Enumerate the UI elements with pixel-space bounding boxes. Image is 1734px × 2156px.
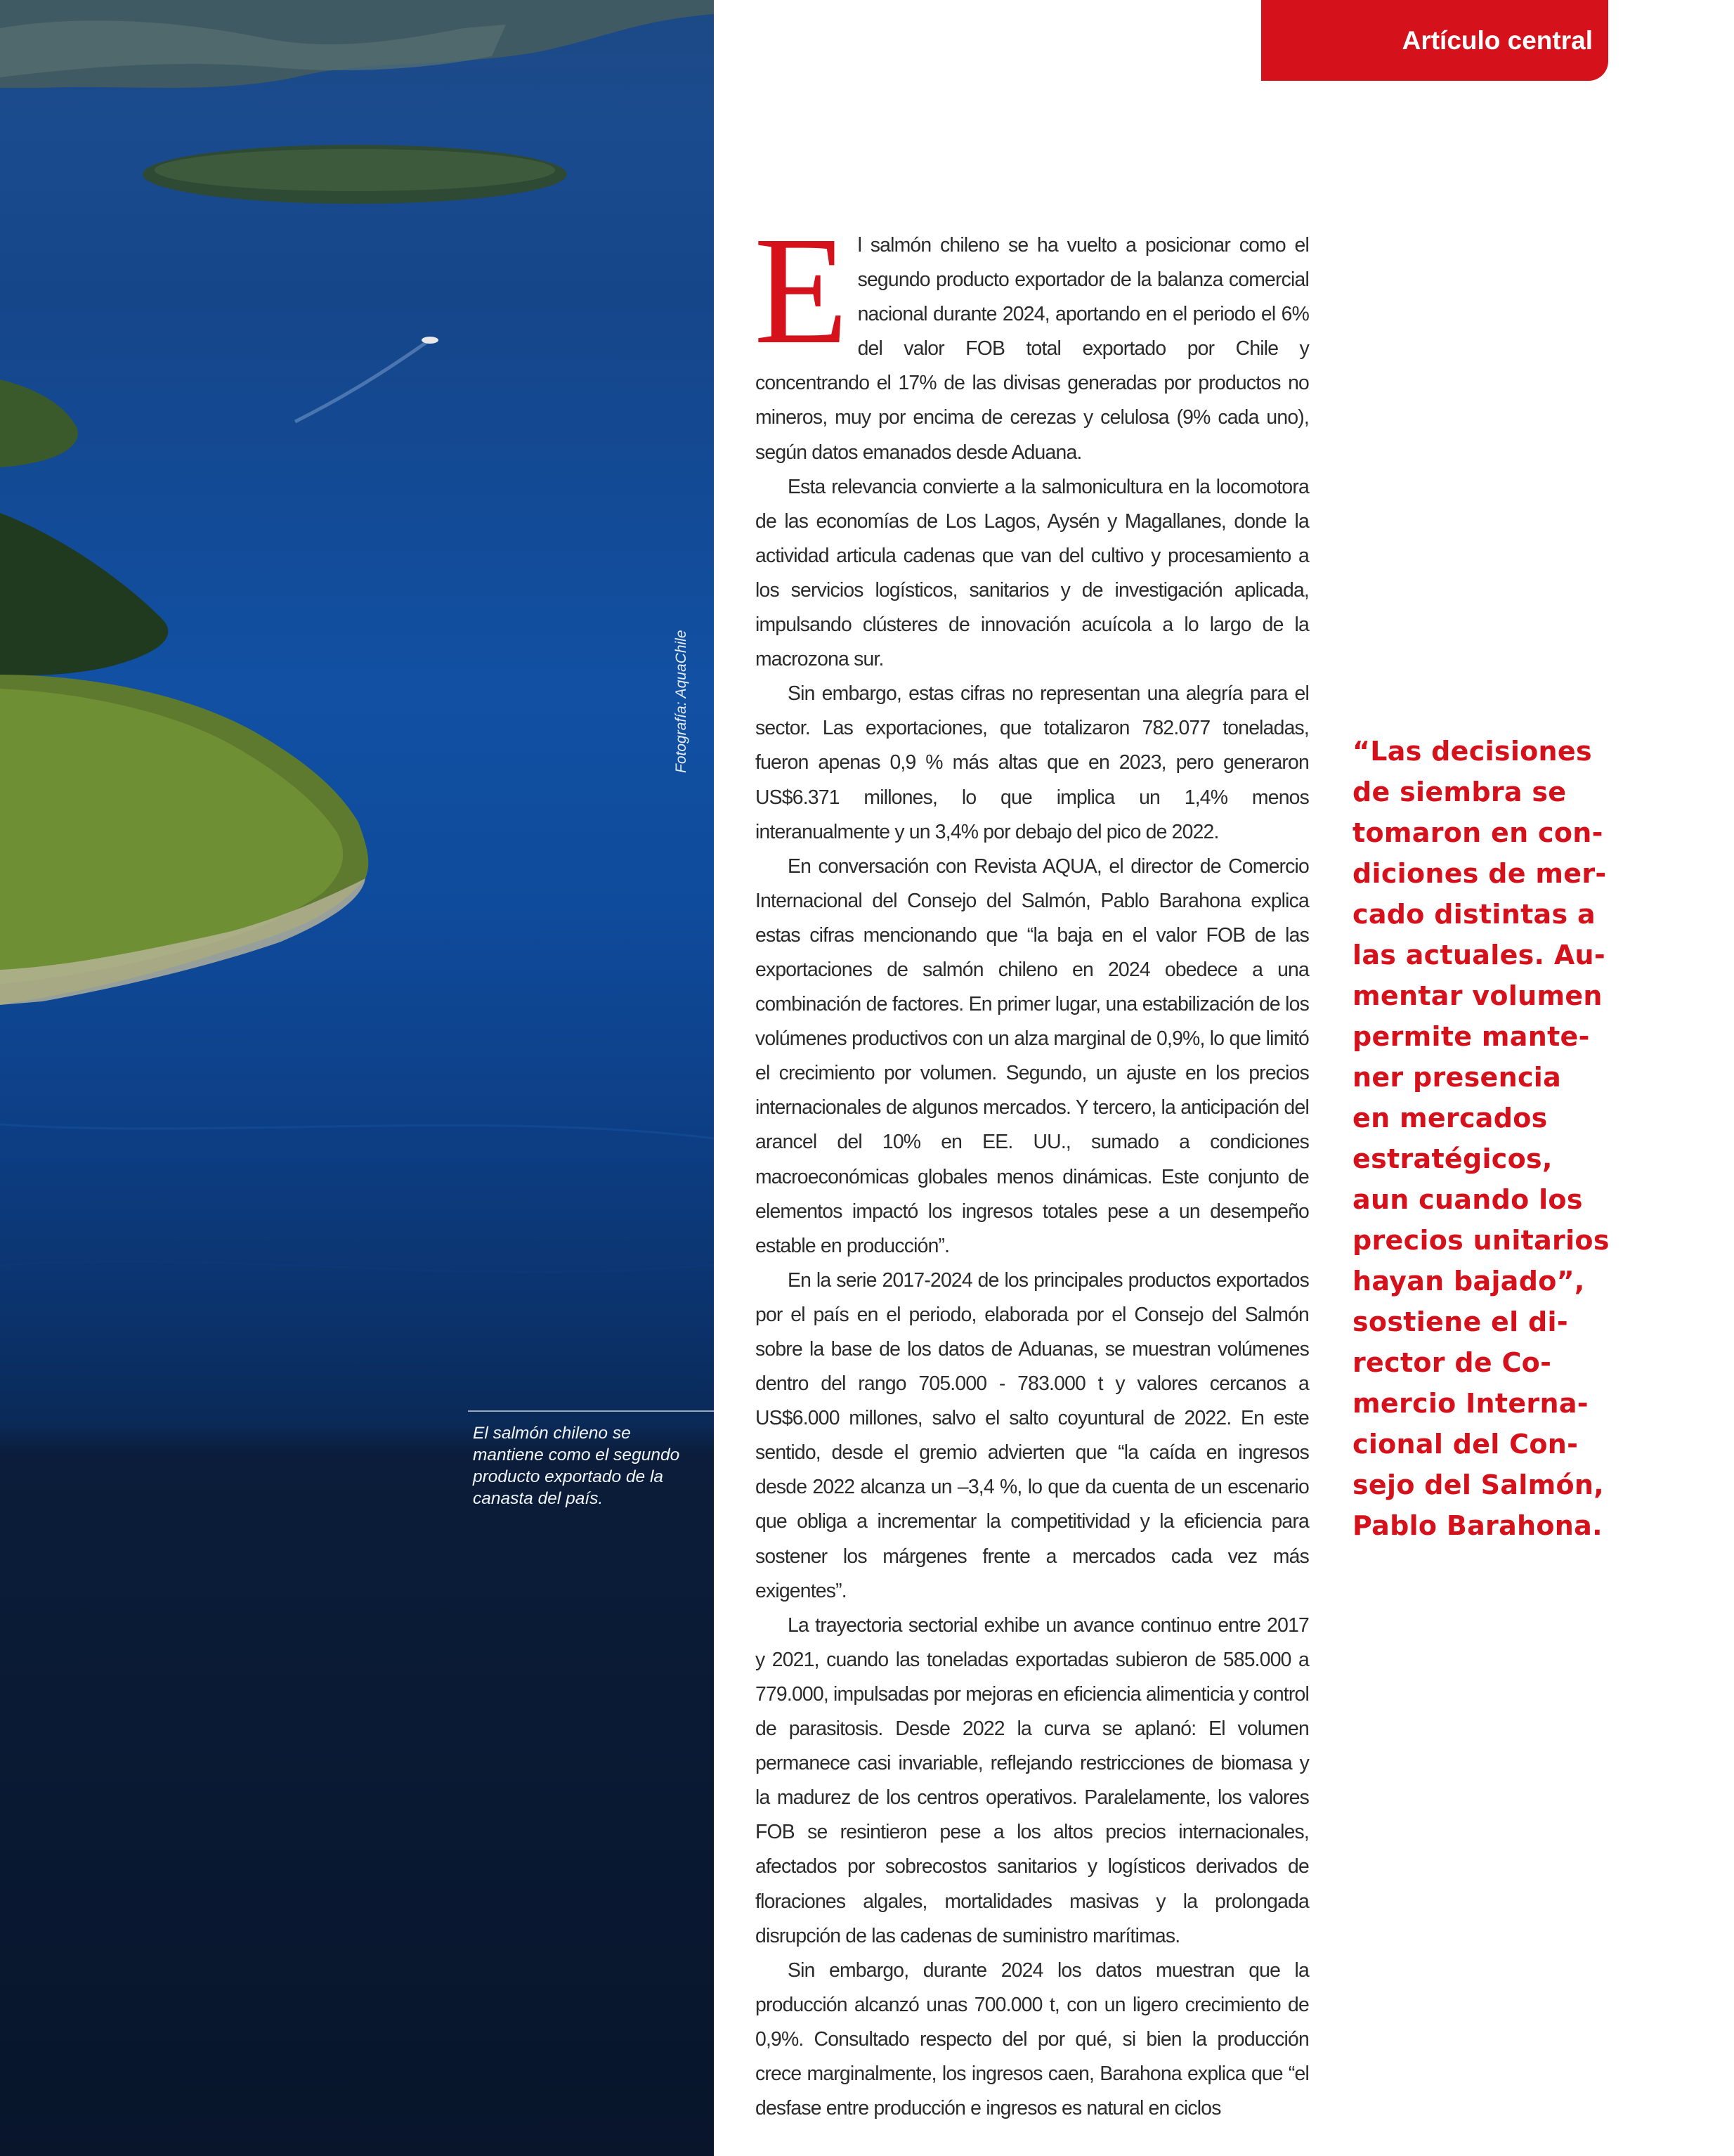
aerial-islands-image — [0, 0, 714, 2156]
article-paragraph — [754, 204, 1309, 470]
section-label: Artículo central — [1402, 25, 1593, 55]
article-paragraph: Sin embargo, estas cifras no representan una alegría para el sector. Las exportaciones, que totalizaron 782.077 toneladas, fueron apenas 0,9 % más altas que en 2023, pero generaron US$6.371 millones, lo que implica un 1,4% menos interanualmente y un 3,4% por debajo del pico de 2022. — [755, 682, 1309, 843]
photo-credit: Fotografía: AquaChile — [673, 630, 689, 773]
caption-divider — [468, 1410, 714, 1412]
article-paragraph: En conversación con Revista AQUA, el director de Comercio Internacional del Consejo del Salmón, Pablo Barahona explica estas cifras mencionando que “la baja en el valor FOB de las exportaciones de salmón chileno en 2024 obedece a una combinación de factores. En primer lugar, una estabilización de los volúmenes productivos con un alza marginal de 0,9%, lo que limitó el crecimiento por volumen. Segundo, un ajuste en los precios internacionales de algunos mercados. Y tercero, la anticipación del arancel del 10% en EE. UU., sumado a condiciones macroeconómicas globales menos dinámicas. Este conjunto de elementos impactó los ingresos totales pese a un desempeño estable en producción”. — [755, 855, 1309, 1257]
paragraph-text: l salmón chileno se ha vuelto a posicionar como el segundo producto exportador de la balanza comercial nacional durante 2024, aportando en el periodo el 6% del valor FOB total exportado por Chile y concentrando el 17% de las divisas generadas por productos no mineros, muy por encima de cerezas y celulosa (9% cada uno), según datos emanados desde Aduana. — [755, 234, 1309, 464]
aerial-photo — [0, 0, 714, 2156]
article-body — [754, 204, 1309, 2126]
section-tab — [1261, 0, 1608, 81]
article-paragraph: Esta relevancia convierte a la salmonicultura en la locomotora de las economías de Los Lagos, Aysén y Magallanes, donde la actividad articula cadenas que van del cultivo y procesamiento a los servicios logísticos, sanitarios y de investigación aplicada, impulsando clústeres de innovación acuícola a lo largo de la macrozona sur. — [755, 475, 1309, 671]
pull-quote: “Las decisiones de siembra se tomaron en con- diciones de mer- cado distintas a las actuales. Au- mentar volumen permite mante- ner presencia en mercados estratégicos, aun cuando los precios unitarios hayan bajado”, sostiene el di- rector de Co- mercio Interna- cional del Con- sejo del Salmón, Pablo Barahona. — [1352, 736, 1610, 1541]
article-paragraph: Sin embargo, durante 2024 los datos muestran que la producción alcanzó unas 700.000 t, con un ligero crecimiento de 0,9%. Consultado respecto del por qué, si bien la producción crece marginalmente, los ingresos caen, Barahona explica que “el desfase entre producción e ingresos es natural en ciclos — [755, 1959, 1309, 2120]
drop-cap: E — [754, 204, 848, 376]
photo-caption: El salmón chileno se mantiene como el segundo producto exportado de la canasta del país. — [473, 1424, 680, 1508]
article-paragraph: La trayectoria sectorial exhibe un avance continuo entre 2017 y 2021, cuando las toneladas exportadas subieron de 585.000 a 779.000, impulsadas por mejoras en eficiencia alimenticia y control de parasitosis. Desde 2022 la curva se aplanó: El volumen permanece casi invariable, reflejando restricciones de biomasa y la madurez de los centros operativos. Paralelamente, los valores FOB se resintieron pese a los altos precios internacionales, afectados por sobrecostos sanitarios y logísticos derivados de floraciones algales, mortalidades masivas y la prolongada disrupción de las cadenas de suministro marítimas. — [755, 1613, 1309, 1947]
article-paragraph: En la serie 2017-2024 de los principales productos exportados por el país en el periodo, elaborada por el Consejo del Salmón sobre la base de los datos de Aduanas, se muestran volúmenes dentro del rango 705.000 - 783.000 t y valores cercanos a US$6.000 millones, salvo el salto coyuntural de 2022. En este sentido, desde el gremio advierten que “la caída en ingresos desde 2022 alcanza un –3,4 %, lo que da cuenta de un escenario que obliga a incrementar la competitividad y la eficiencia para sostener los márgenes frente a mercados cada vez más exigentes”. — [755, 1268, 1309, 1602]
